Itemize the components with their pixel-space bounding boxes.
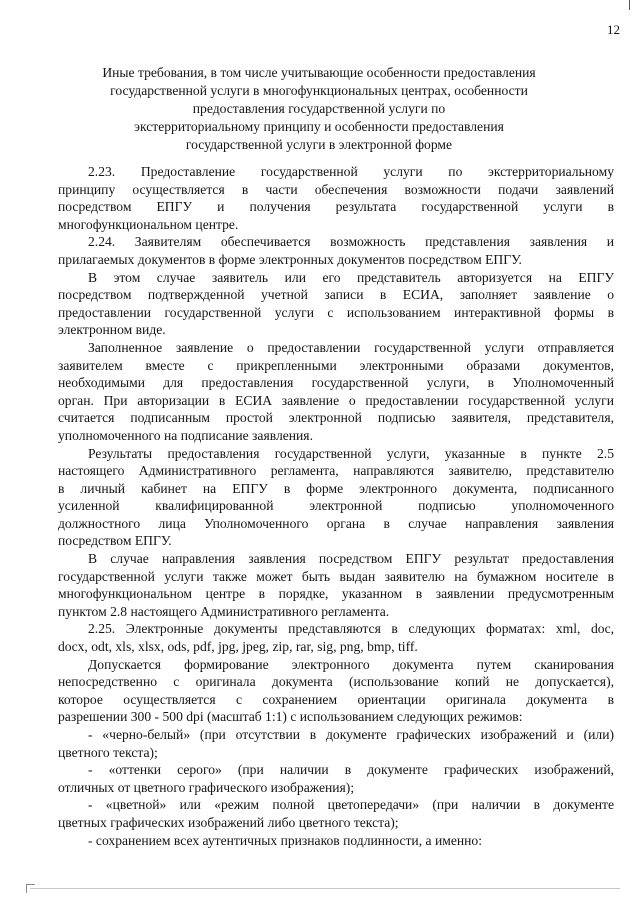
paragraph-line: Заполненное заявление о предоставлении государственной услуги отправляется: [88, 339, 614, 355]
paragraph: [58, 445, 614, 551]
heading-line: экстерриториальному принципу и особенности предоставления: [134, 119, 504, 134]
paragraph-line: непосредственно с оригинала документа (использование копий не допускается),: [58, 674, 614, 690]
paragraph-line: усиленной квалифицированной электронной подписью уполномоченного: [58, 498, 614, 514]
paragraph-line: электронном виде.: [58, 322, 166, 338]
paragraph-line: пунктом 2.8 настоящего Административного регламента.: [58, 603, 390, 619]
paragraph: [58, 726, 614, 761]
body-text: [58, 163, 614, 849]
paragraph-line: заявителем вместе с прикрепленными электронными образами документов,: [58, 357, 614, 373]
paragraph: [58, 656, 614, 726]
paragraph-line: в личный кабинет на ЕПГУ в форме электронного документа, подписанного: [58, 480, 614, 496]
paragraph-line: Допускается формирование электронного документа путем сканирования: [88, 656, 614, 672]
paragraph-line: прилагаемых документов в форме электронных документов посредством ЕПГУ.: [58, 251, 522, 267]
paragraph-line: разрешении 300 - 500 dpi (масштаб 1:1) с использованием следующих режимов:: [58, 709, 523, 725]
paragraph-line: настоящего Административного регламента, направляются заявителю, представителю: [58, 463, 614, 479]
paragraph-line: считается подписанным простой электронной подписью заявителя, представителя,: [58, 410, 614, 426]
paragraph-line: необходимыми для предоставления государственной услуги, в Уполномоченный: [58, 375, 614, 391]
paragraph-line: которое осуществляется с сохранением ориентации оригинала документа в: [58, 691, 614, 707]
paragraph-line: docx, odt, xls, xlsx, ods, pdf, jpg, jpeg, zip, rar, sig, png, bmp, tiff.: [58, 639, 418, 655]
paragraph-line: В этом случае заявитель или его представитель авторизуется на ЕПГУ: [88, 269, 614, 285]
paragraph-line: В случае направления заявления посредством ЕПГУ результат предоставления: [88, 551, 614, 567]
paragraph-line: государственной услуги также может быть выдан заявителю на бумажном носителе в: [58, 568, 614, 584]
paragraph-line: - «цветной» или «режим полной цветопередачи» (при наличии в документе: [88, 797, 614, 813]
paragraph-line: 2.25. Электронные документы представляются в следующих форматах: xml, doc,: [88, 621, 614, 637]
paragraph-line: цветного текста);: [58, 744, 158, 760]
paragraph-line: орган. При авторизации в ЕСИА заявление о предоставлении государственной услуги: [58, 392, 614, 408]
heading-line: Иные требования, в том числе учитывающие особенности предоставления: [102, 65, 536, 80]
paragraph-line: посредством подтвержденной учетной записи в ЕСИА, заполняет заявление о: [58, 287, 614, 303]
paragraph-line: должностного лица Уполномоченного органа в случае направления заявления: [58, 515, 614, 531]
paragraph-line: посредством ЕПГУ.: [58, 533, 172, 549]
paragraph-line: 2.23. Предоставление государственной услуги по экстерриториальному: [88, 164, 614, 179]
page-number: 12: [607, 22, 620, 37]
paragraph-line: многофункциональном центре в порядке, указанном в заявлении предусмотренным: [58, 586, 614, 602]
paragraph-line: - «оттенки серого» (при наличии в документе графических изображений,: [88, 762, 614, 778]
paragraph-line: Результаты предоставления государственной услуги, указанные в пункте 2.5: [88, 445, 614, 461]
paragraph-line: отличных от цветного графического изображения);: [58, 779, 355, 795]
paragraph: [58, 761, 614, 796]
paragraph: [58, 233, 614, 268]
section-heading: [60, 64, 578, 154]
paragraph-line: цветных графических изображений либо цветного текста);: [58, 814, 399, 830]
paragraph: [58, 796, 614, 831]
paragraph: [58, 269, 614, 339]
paragraph-line: предоставлении государственной услуги с использованием интерактивной формы в: [58, 304, 614, 320]
heading-line: предоставления государственной услуги по: [192, 101, 446, 116]
paragraph: [58, 620, 614, 655]
paragraph: [58, 163, 614, 233]
paragraph-line: 2.24. Заявителям обеспечивается возможность представления заявления и: [88, 234, 614, 250]
paragraph: [58, 832, 614, 850]
paragraph-line: - сохранением всех аутентичных признаков подлинности, а именно:: [88, 832, 482, 848]
footer-rule: [30, 888, 620, 889]
paragraph: [58, 550, 614, 620]
paragraph-line: принципу осуществляется в части обеспечения возможности подачи заявлений: [58, 181, 614, 197]
paragraph-line: посредством ЕПГУ и получения результата государственной услуги в: [58, 199, 614, 215]
heading-line: государственной услуги в многофункциональных центрах, особенности: [110, 83, 528, 98]
paragraph-line: уполномоченного на подписание заявления.: [58, 427, 313, 443]
paragraph: [58, 339, 614, 445]
page-edge-mark: [629, 0, 630, 10]
heading-line: государственной услуги в электронной форме: [185, 137, 453, 152]
paragraph-line: многофункциональном центре.: [58, 216, 239, 232]
paragraph-line: - «черно-белый» (при отсутствии в документе графических изображений и (или): [88, 727, 614, 742]
